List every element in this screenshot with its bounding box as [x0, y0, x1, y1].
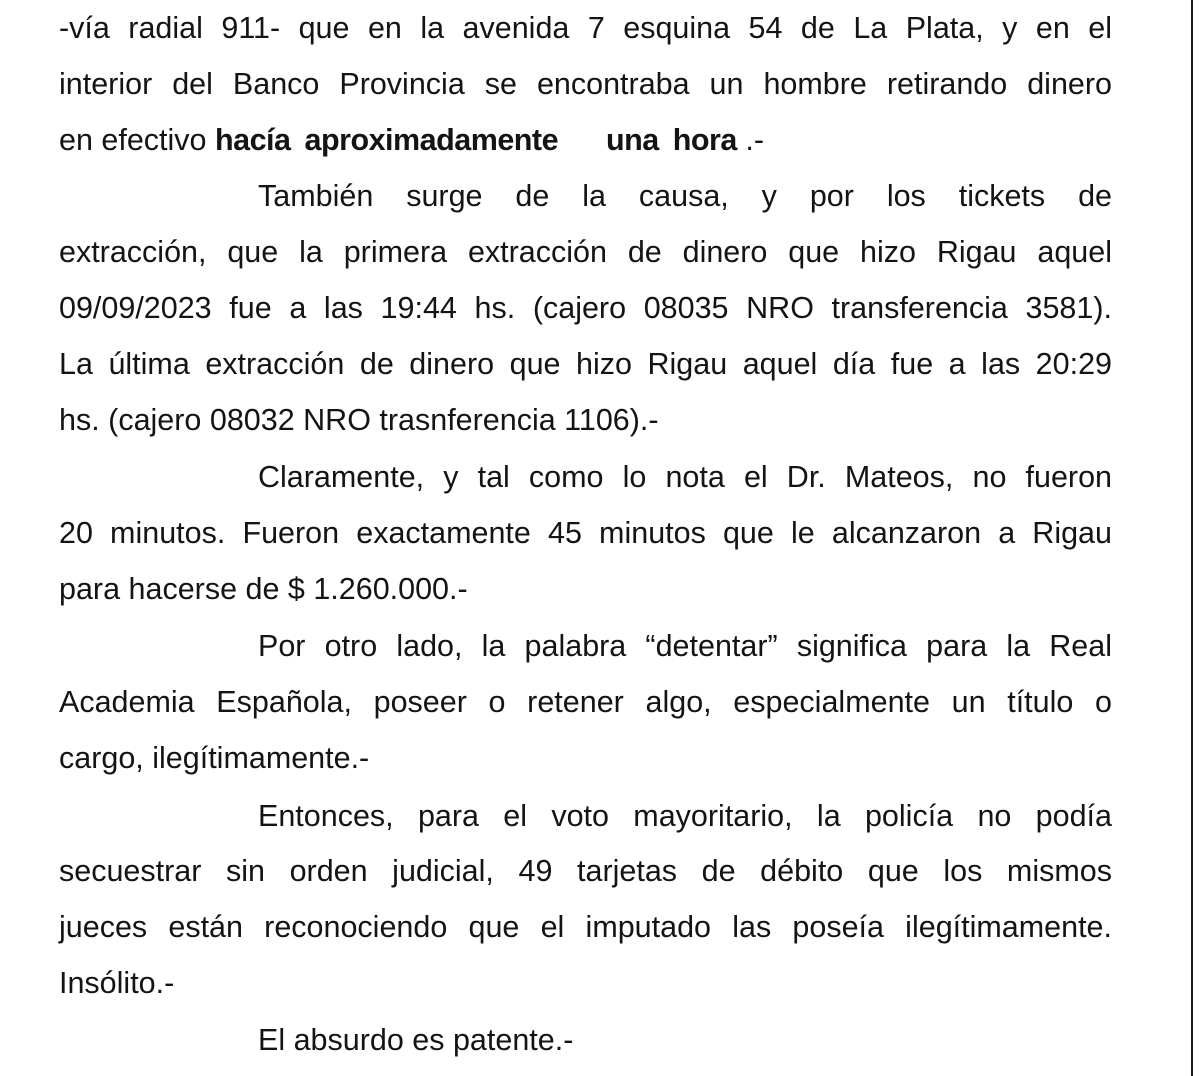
paragraph-3-line-3: para hacerse de $ 1.260.000.- — [59, 572, 468, 606]
bold-word-hora: hora — [672, 123, 737, 157]
paragraph-1-line-3 — [59, 112, 1112, 168]
paragraph-2-line-4: La última extracción de dinero que hizo Rigau aquel día fue a las 20:29 — [59, 347, 1112, 381]
page-border-rule — [1191, 0, 1193, 1076]
paragraph-6-line-1: El absurdo es patente.- — [258, 1023, 574, 1057]
paragraph-5-line-4: Insólito.- — [59, 966, 175, 1000]
paragraph-2-line-3: 09/09/2023 fue a las 19:44 hs. (cajero 08035 NRO transferencia 3581). — [59, 291, 1112, 325]
bold-word-una: una — [606, 123, 659, 157]
paragraph-5-line-3: jueces están reconociendo que el imputado las poseía ilegítimamente. — [59, 910, 1112, 944]
line-3-start-text: en efectivo — [59, 123, 215, 157]
paragraph-2-line-5: hs. (cajero 08032 NRO trasnferencia 1106).- — [59, 403, 659, 437]
paragraph-1-line-1: -vía radial 911- que en la avenida 7 esquina 54 de La Plata, y en el — [59, 11, 1112, 45]
paragraph-4-line-2: Academia Española, poseer o retener algo, especialmente un título o — [59, 685, 1112, 719]
bold-word-aproximadamente: aproximadamente — [304, 123, 559, 157]
paragraph-2-line-2: extracción, que la primera extracción de dinero que hizo Rigau aquel — [59, 235, 1112, 269]
paragraph-1-line-2: interior del Banco Provincia se encontraba un hombre retirando dinero — [59, 67, 1112, 101]
paragraph-3-line-1: Claramente, y tal como lo nota el Dr. Mateos, no fueron — [258, 460, 1112, 494]
paragraph-3-line-2: 20 minutos. Fueron exactamente 45 minutos que le alcanzaron a Rigau — [59, 516, 1112, 550]
paragraph-4-line-3: cargo, ilegítimamente.- — [59, 741, 370, 775]
line-3-end-text: .- — [736, 123, 764, 157]
paragraph-4-line-1: Por otro lado, la palabra “detentar” significa para la Real — [258, 629, 1112, 663]
paragraph-5-line-1: Entonces, para el voto mayoritario, la policía no podía — [258, 799, 1112, 833]
bold-word-hacia: hacía — [215, 123, 291, 157]
paragraph-5-line-2: secuestrar sin orden judicial, 49 tarjetas de débito que los mismos — [59, 854, 1112, 888]
paragraph-2-line-1: También surge de la causa, y por los tickets de — [258, 179, 1112, 213]
